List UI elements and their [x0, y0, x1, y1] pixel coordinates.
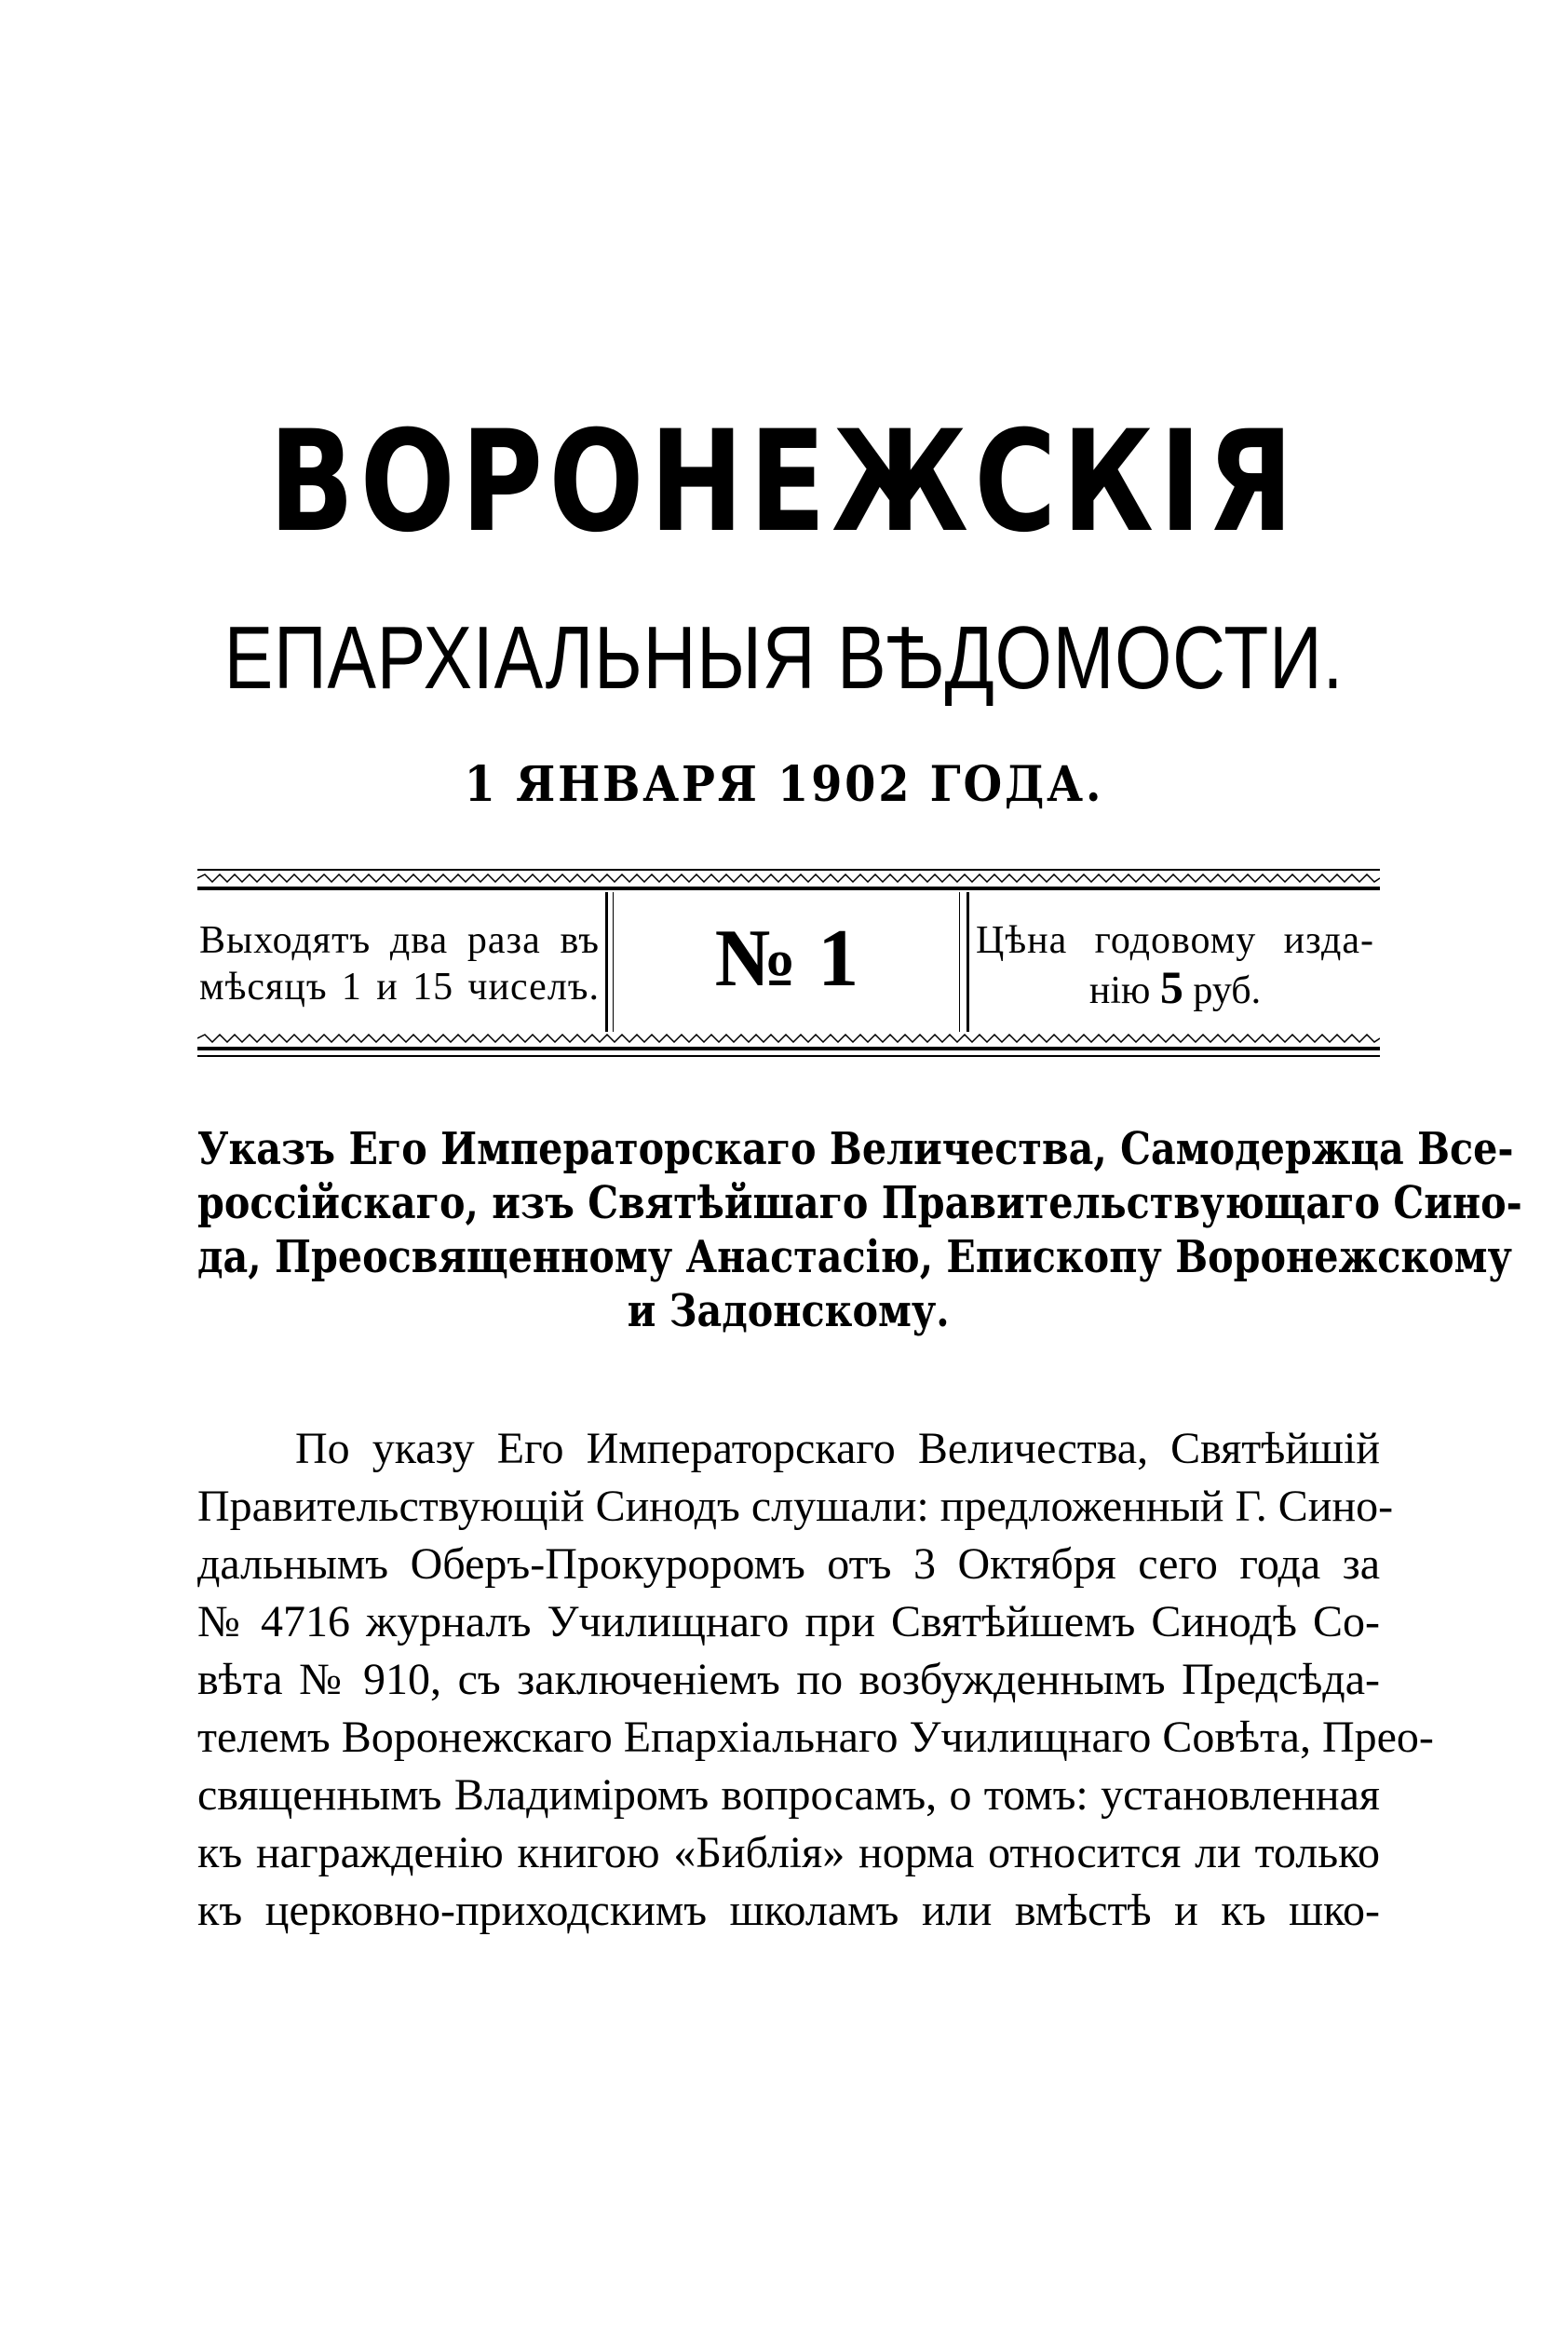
heading-line: Указъ Его Императорскаго Величества, Самодержца Все- — [197, 1123, 1514, 1175]
price-suffix: руб. — [1193, 969, 1262, 1012]
divider-right-thin — [959, 892, 960, 1032]
price-line-2 — [976, 961, 1374, 1014]
bottom-rule-thick — [197, 1047, 1380, 1050]
issue-number: № 1 — [714, 914, 859, 1004]
price-line-1: Цѣна годовому изда- — [976, 919, 1374, 962]
masthead-subtitle: ЕПАРХІАЛЬНЫЯ ВѢДОМОСТИ. — [223, 608, 1345, 708]
annual-price — [976, 917, 1374, 1014]
bottom-rule-thin — [197, 1055, 1380, 1057]
price-prefix: нію — [1088, 969, 1151, 1012]
issue-date: 1 ЯНВАРЯ 1902 ГОДА. — [464, 756, 1104, 813]
top-rule-thin — [197, 869, 1380, 871]
body-line: телемъ Воронежскаго Епархіальнаго Училищнаго Совѣта, Прео- — [197, 1713, 1434, 1762]
body-line: къ награжденію книгою «Библія» норма относится ли только — [197, 1828, 1380, 1877]
heading-line: да, Преосвященному Анастасію, Епископу Воронежскому — [197, 1231, 1512, 1283]
body-line: вѣта № 910, съ заключеніемъ по возбужденнымъ Предсѣда- — [197, 1655, 1380, 1704]
heading-line: россійскаго, изъ Святѣйшаго Правительствующаго Сино- — [197, 1177, 1522, 1229]
body-line: къ церковно-приходскимъ школамъ или вмѣстѣ и къ шко- — [197, 1886, 1380, 1935]
divider-left-thin — [613, 892, 614, 1032]
article-heading — [197, 1122, 1522, 1338]
body-line: священнымъ Владиміромъ вопросамъ, о томъ: установленная — [197, 1770, 1380, 1820]
body-line: По указу Его Императорскаго Величества, Святѣйшій — [295, 1424, 1380, 1473]
top-ornament-line — [197, 874, 1380, 883]
heading-line: и Задонскому. — [627, 1285, 950, 1337]
publication-frequency — [199, 917, 600, 1010]
divider-right — [966, 892, 969, 1032]
frequency-line-2: мѣсяцъ 1 и 15 чиселъ. — [199, 966, 600, 1009]
price-value: 5 — [1159, 961, 1183, 1013]
body-line: № 4716 журналъ Училищнаго при Святѣйшемъ Синодѣ Со- — [197, 1597, 1380, 1646]
article-body — [197, 1420, 1434, 1940]
frequency-line-1: Выходятъ два раза въ — [199, 919, 600, 962]
body-line: дальнымъ Оберъ-Прокуроромъ отъ 3 Октября сего года за — [197, 1539, 1380, 1589]
top-rule-thick — [197, 887, 1380, 890]
body-line: Правительствующій Синодъ слушали: предложенный Г. Сино- — [197, 1482, 1394, 1531]
bottom-ornament-line — [197, 1034, 1380, 1043]
masthead-title: ВОРОНЕЖСКІЯ — [268, 401, 1300, 563]
divider-left — [605, 892, 608, 1032]
